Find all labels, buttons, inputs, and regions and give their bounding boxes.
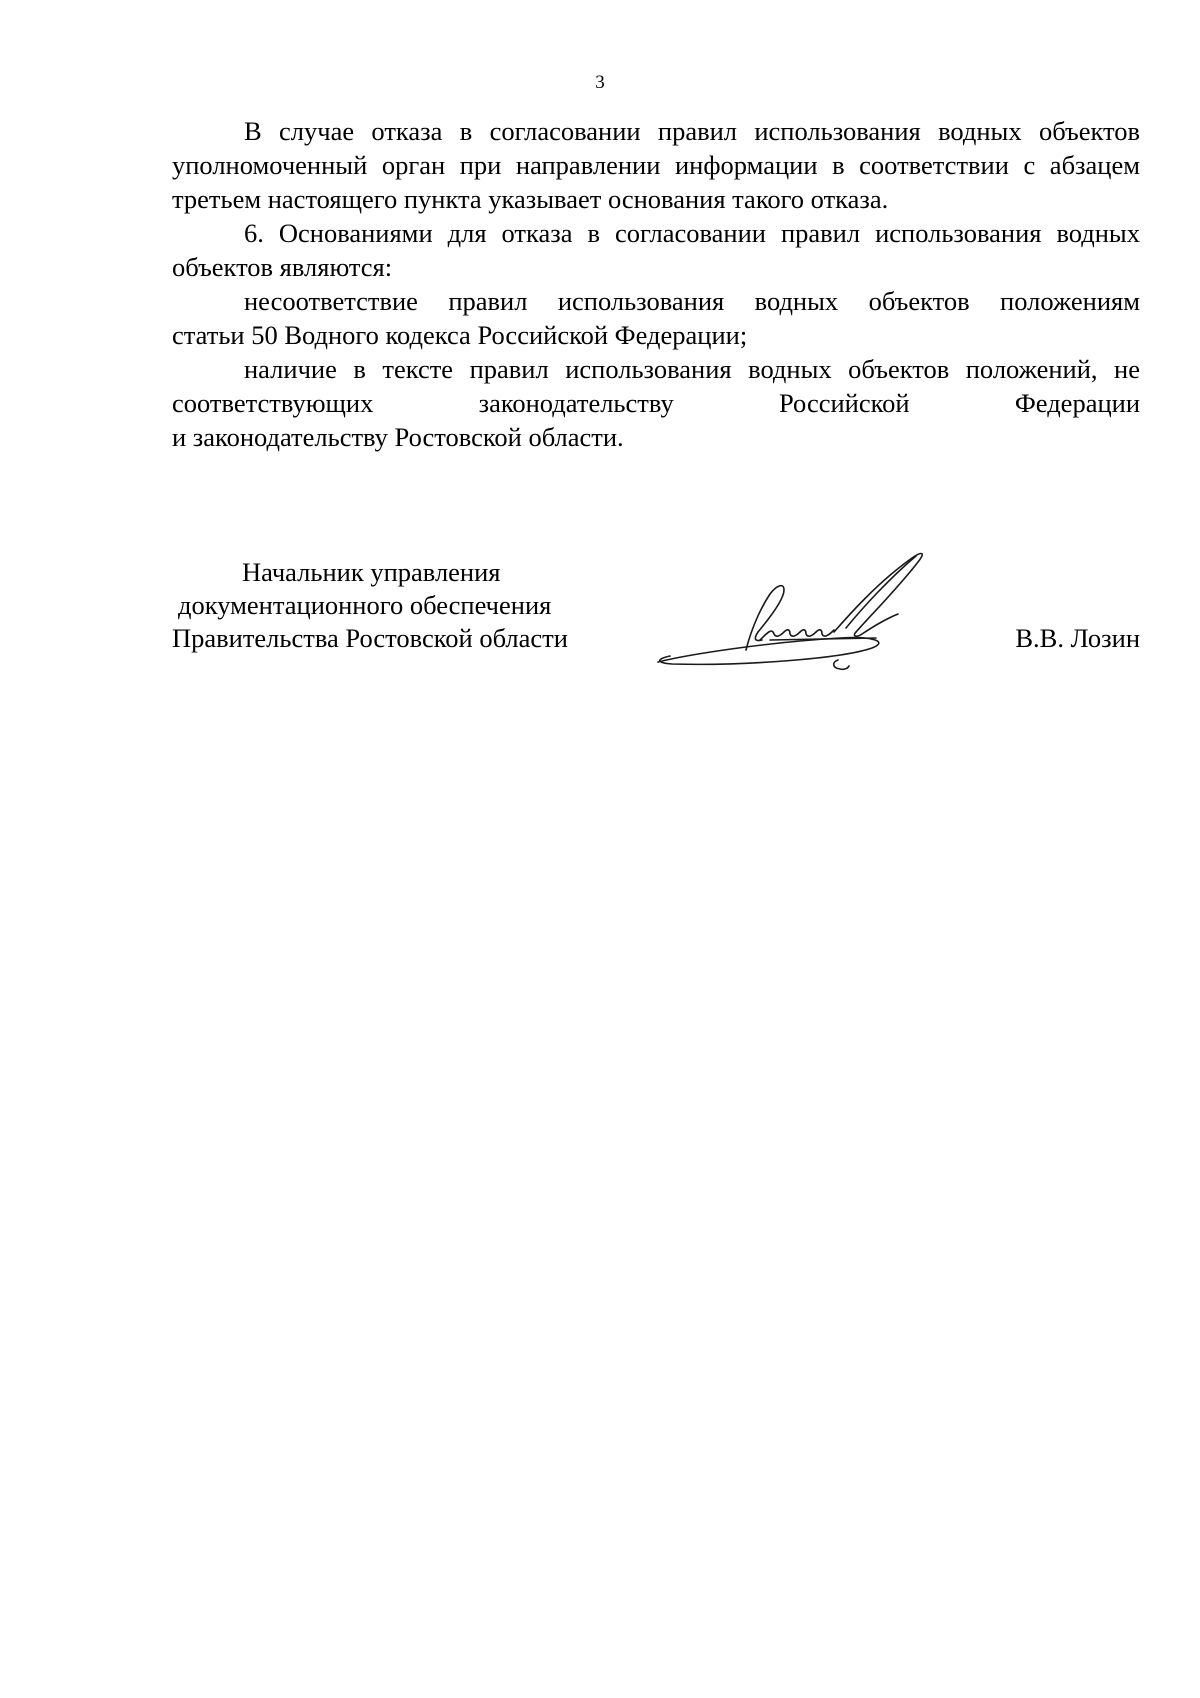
signature-block — [172, 556, 1140, 696]
handwritten-signature — [650, 542, 970, 682]
page-number: 3 — [595, 72, 605, 93]
signer-position-line: документационного обеспечения — [178, 590, 552, 620]
paragraph-refusal-reasons-info-end: третьем настоящего пункта указывает основания такого отказа. — [172, 184, 889, 214]
paragraph-nonconforming-provisions-end: и законодательству Ростовской области. — [172, 422, 624, 452]
signer-position-line: Начальник управления — [242, 557, 501, 587]
signer-position — [172, 556, 612, 655]
signer-position-line: Правительства Ростовской области — [172, 623, 568, 653]
signer-name: В.В. Лозин — [1015, 623, 1140, 653]
paragraph-nonconformity-article-50: несоответствие правил использования водных объектов положениям — [244, 286, 1140, 316]
document-body — [172, 114, 1140, 454]
paragraph-nonconforming-provisions: наличие в тексте правил использования водных объектов положений, не соответствующих законодательству Российской Федерации — [172, 354, 1140, 418]
paragraph-item-6-end: объектов являются: — [172, 252, 393, 282]
paragraph-item-6: 6. Основаниями для отказа в согласовании правил использования водных — [244, 218, 1140, 248]
paragraph-nonconformity-article-50-end: статьи 50 Водного кодекса Российской Федерации; — [172, 320, 748, 350]
paragraph-refusal-reasons-info: В случае отказа в согласовании правил использования водных объектов уполномоченный орган при направлении информации в соответствии с абзацем — [172, 116, 1140, 180]
